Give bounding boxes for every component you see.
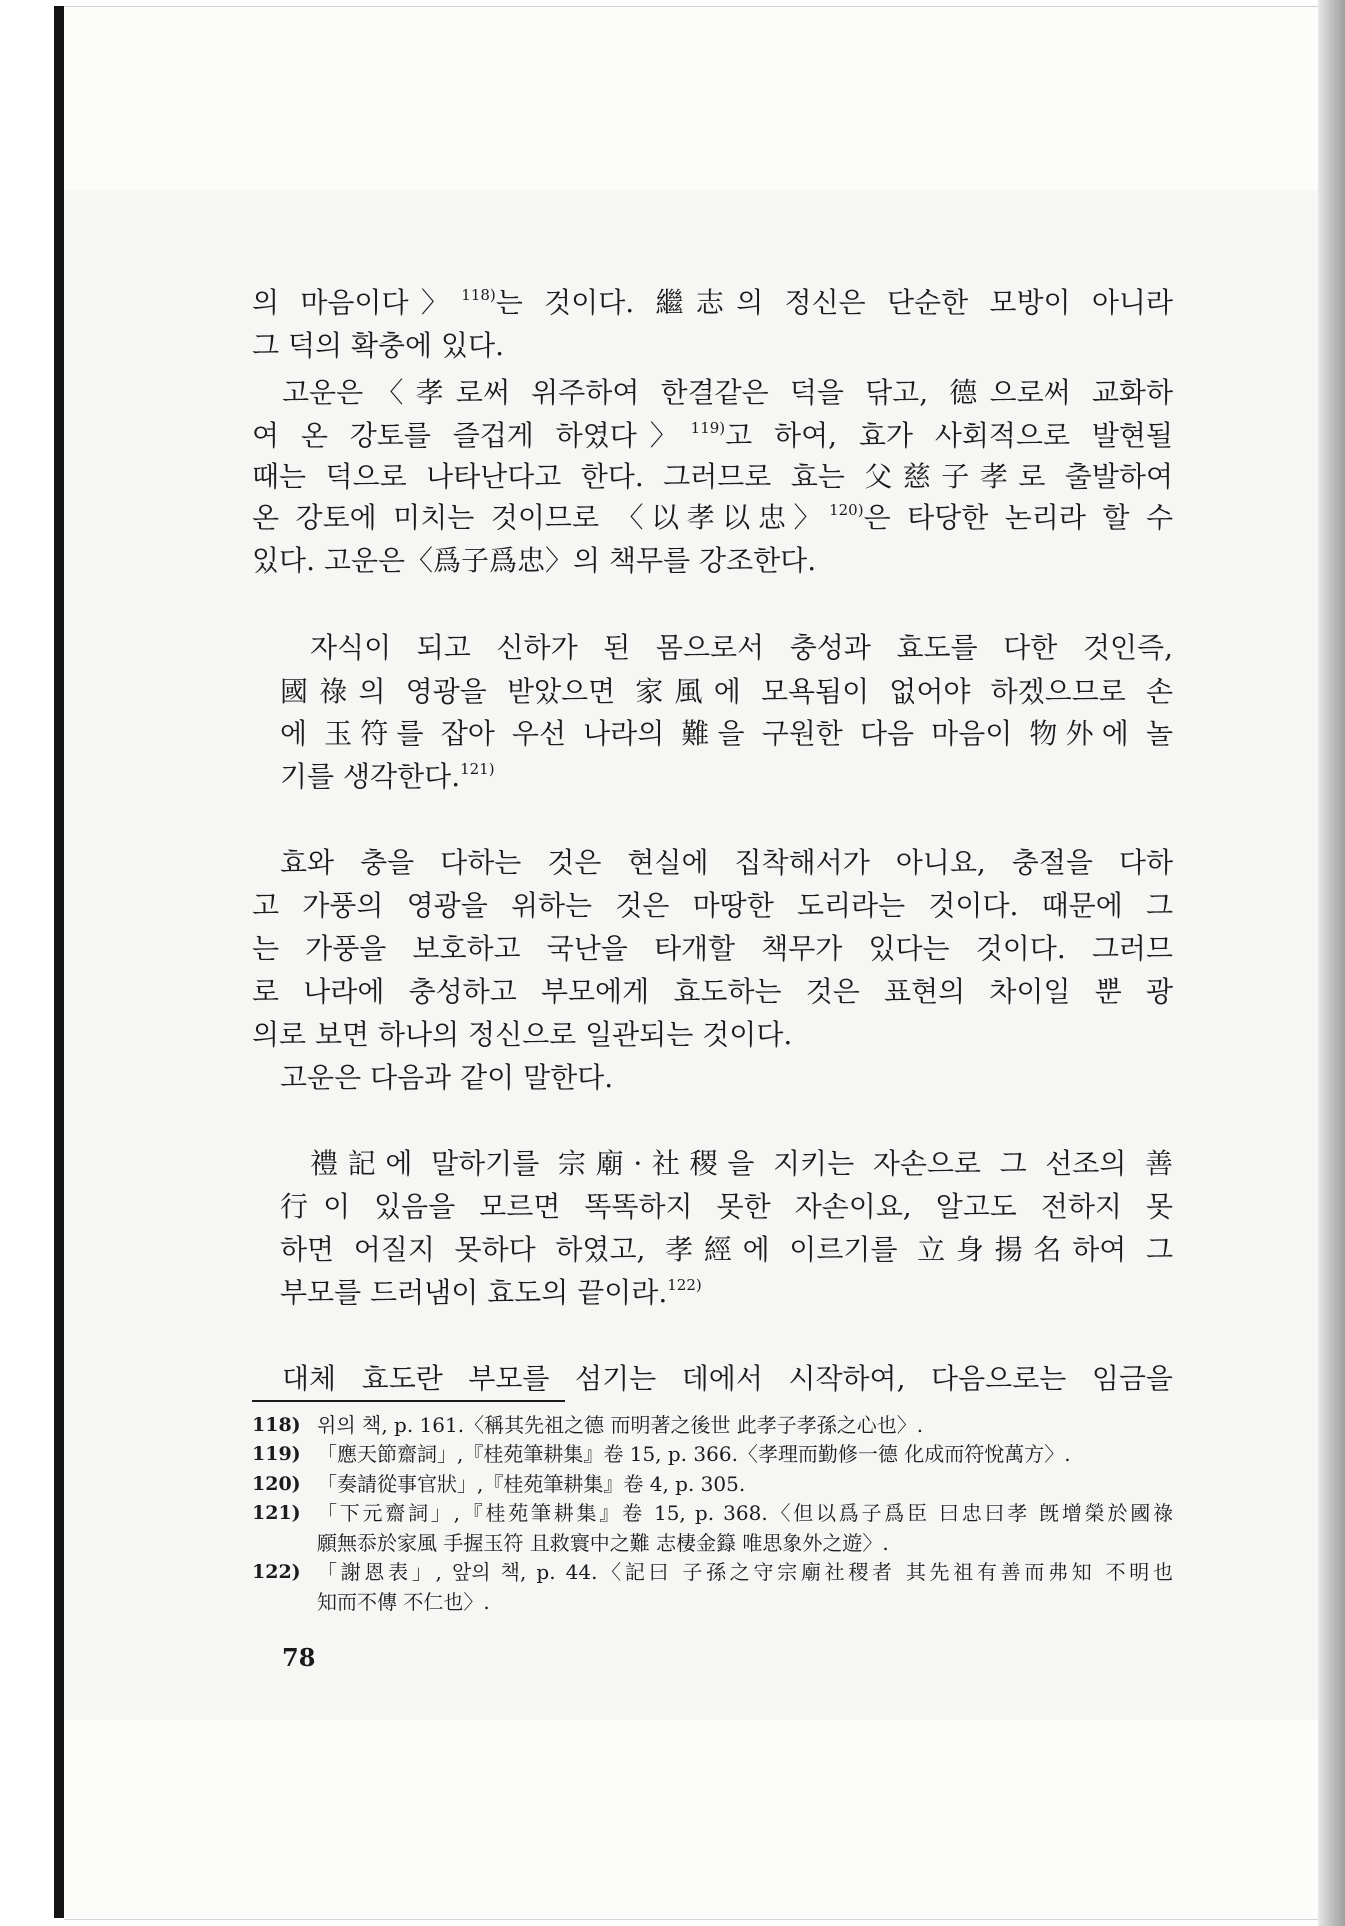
body-line: [252, 889, 1173, 923]
body-line: [252, 329, 1173, 363]
line-text: 자식이 되고 신하가 된 몸으로서 충성과 효도를 다한 것인즉,: [310, 631, 1173, 664]
body-line: [252, 286, 1173, 320]
footnote-rule: [252, 1400, 565, 1402]
line-text: 는 가풍을 보호하고 국난을 타개할 책무가 있다는 것이다. 그러므: [252, 932, 1173, 965]
body-line: [252, 501, 1173, 535]
line-text: 고 가풍의 영광을 위하는 것은 마땅한 도리라는 것이다. 때문에 그: [252, 889, 1173, 922]
block-quote-line: [280, 1233, 1173, 1267]
body-line: [252, 419, 1173, 453]
body-line: [252, 1018, 1173, 1052]
line-text: 효와 충을 다하는 것은 현실에 집착해서가 아니요, 충절을 다하: [280, 846, 1173, 879]
body-line: [252, 460, 1173, 494]
line-text: 의 마음이다〉: [252, 286, 462, 319]
line-text: 에 玉符를 잡아 우선 나라의 難을 구원한 다음 마음이 物外에 놀: [280, 717, 1173, 750]
line-text: 고운은 다음과 같이 말한다.: [280, 1061, 614, 1094]
footnote-number: 119): [252, 1443, 301, 1465]
body-line: [280, 1061, 1173, 1095]
line-text: 대체 효도란 부모를 섬기는 데에서 시작하여, 다음으로는 임금을: [282, 1362, 1173, 1395]
page-binding-edge: [54, 6, 64, 1918]
line-text: 國祿의 영광을 받았으면 家風에 모욕됨이 없어야 하겠으므로 손: [280, 675, 1173, 708]
line-text: 온 강토에 미치는 것이므로 〈以孝以忠〉: [252, 501, 830, 534]
block-quote-line: [280, 675, 1173, 709]
line-text: 고운은〈孝로써 위주하여 한결같은 덕을 닦고, 德으로써 교화하: [282, 376, 1173, 409]
line-text: 여 온 강토를 즐겁게 하였다〉: [252, 419, 691, 452]
body-line: [282, 376, 1173, 410]
footnote-text-continued: 知而不傳 不仁也〉.: [317, 1590, 490, 1614]
body-line: [252, 975, 1173, 1009]
line-text: 부모를 드러냄이 효도의 끝이라.: [280, 1276, 668, 1309]
footnote-text: 「下元齋詞」,『桂苑筆耕集』卷 15, p. 368.〈但以爲子爲臣 曰忠曰孝 旣增榮於國祿: [317, 1501, 1173, 1525]
footnote-number: 122): [252, 1561, 301, 1583]
body-line: [252, 544, 1173, 578]
block-quote-line: [310, 631, 1173, 665]
line-text: 그 덕의 확충에 있다.: [252, 329, 504, 362]
block-quote-line: [310, 1147, 1173, 1181]
body-line: [252, 932, 1173, 966]
block-quote-line: [280, 1190, 1173, 1224]
footnote-number: 120): [252, 1473, 301, 1495]
line-text: 때는 덕으로 나타난다고 한다. 그러므로 효는 父慈子孝로 출발하여: [252, 460, 1173, 493]
footnote-number: 118): [252, 1414, 301, 1436]
line-text: 로 나라에 충성하고 부모에게 효도하는 것은 표현의 차이일 뿐 광: [252, 975, 1173, 1008]
footnote-ref: 120): [829, 500, 864, 519]
line-text: 하면 어질지 못하다 하였고, 孝經에 이르기를 立身揚名하여 그: [280, 1233, 1173, 1266]
line-text: 고 하여, 효가 사회적으로 발현될: [725, 419, 1173, 452]
block-quote-line: [280, 1276, 1173, 1310]
page-number: 78: [282, 1643, 316, 1672]
line-text: 의로 보면 하나의 정신으로 일관되는 것이다.: [252, 1018, 793, 1051]
line-text: 는 것이다. 繼志의 정신은 단순한 모방이 아니라: [495, 286, 1173, 319]
line-text: 기를 생각한다.: [280, 760, 461, 793]
line-text: 禮記에 말하기를 宗廟·社稷을 지키는 자손으로 그 선조의 善: [310, 1147, 1173, 1180]
body-line: [282, 1362, 1173, 1396]
footnote-ref: 118): [461, 285, 496, 304]
footnote-ref: 119): [690, 418, 726, 437]
line-text: 있다. 고운은〈爲子爲忠〉의 책무를 강조한다.: [252, 544, 817, 577]
footnote-number: 121): [252, 1502, 301, 1524]
block-quote-line: [280, 717, 1173, 751]
line-text: 은 타당한 논리라 할 수: [863, 501, 1173, 534]
footnote-ref: 122): [667, 1275, 702, 1294]
footnote-text: 「奏請從事官狀」,『桂苑筆耕集』卷 4, p. 305.: [317, 1472, 746, 1496]
block-quote-line: [280, 760, 1173, 794]
footnote-ref: 121): [460, 759, 495, 778]
body-line: [280, 846, 1173, 880]
page-edge-shadow: [1318, 0, 1345, 1926]
footnote-text: 「應天節齋詞」,『桂苑筆耕集』卷 15, p. 366.〈孝理而勤修一德 化成而符悅萬方〉.: [317, 1442, 1071, 1466]
footnote-text: 위의 책, p. 161.〈稱其先祖之德 而明著之後世 此孝子孝孫之心也〉.: [317, 1413, 924, 1437]
line-text: 行이 있음을 모르면 똑똑하지 못한 자손이요, 알고도 전하지 못: [280, 1190, 1173, 1223]
footnote-text: 「謝恩表」, 앞의 책, p. 44.〈記曰 子孫之守宗廟社稷者 其先祖有善而弗知 不明也: [317, 1560, 1173, 1584]
footnote-text-continued: 願無忝於家風 手握玉符 且救寰中之難 志棲金籙 唯思象外之遊〉.: [317, 1531, 889, 1555]
